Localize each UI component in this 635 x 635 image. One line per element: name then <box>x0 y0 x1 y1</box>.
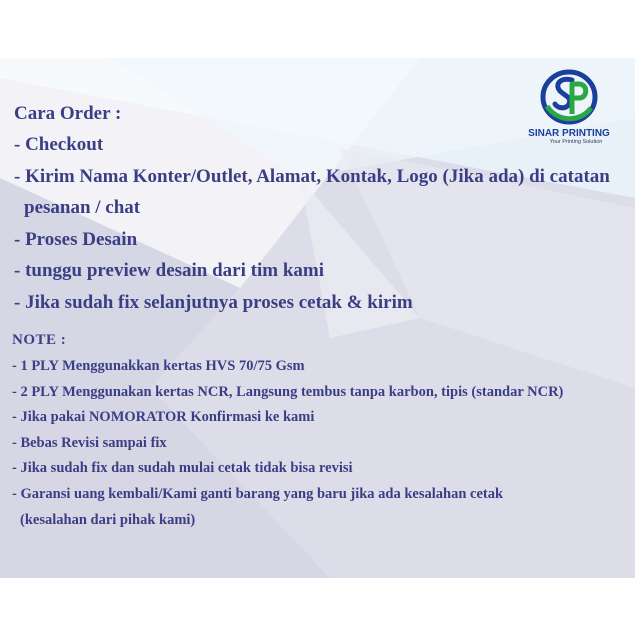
step-item: - Kirim Nama Konter/Outlet, Alamat, Kontak, Logo (Jika ada) di catatan <box>14 165 610 187</box>
note-item: - 2 PLY Menggunakan kertas NCR, Langsung tembus tanpa karbon, tipis (standar NCR) <box>12 383 564 400</box>
step-item: - Checkout <box>14 134 104 155</box>
info-card <box>0 58 635 578</box>
order-heading: Cara Order : <box>14 103 122 124</box>
note-item: - Garansi uang kembali/Kami ganti barang yang baru jika ada kesalahan cetak <box>12 485 504 502</box>
step-item: - Proses Desain <box>14 228 138 250</box>
order-steps <box>14 129 610 318</box>
note-heading: NOTE : <box>12 332 67 348</box>
step-item: - Jika sudah fix selanjutnya proses cetak & kirim <box>14 291 413 313</box>
note-item: (kesalahan dari pihak kami) <box>20 511 196 528</box>
sp-monogram-icon <box>539 68 599 126</box>
logo-name: SINAR PRINTING <box>528 128 610 139</box>
step-item: - tunggu preview desain dari tim kami <box>14 260 325 281</box>
note-item: - Bebas Revisi sampai fix <box>12 434 167 451</box>
logo-tagline: Your Printing Solution <box>549 139 603 145</box>
note-item: - 1 PLY Menggunakkan kertas HVS 70/75 Gsm <box>12 358 305 374</box>
note-list <box>12 354 563 533</box>
note-item: - Jika sudah fix dan sudah mulai cetak tidak bisa revisi <box>12 460 353 477</box>
note-item: - Jika pakai NOMORATOR Konfirmasi ke kami <box>12 409 315 426</box>
step-item: pesanan / chat <box>24 197 141 218</box>
